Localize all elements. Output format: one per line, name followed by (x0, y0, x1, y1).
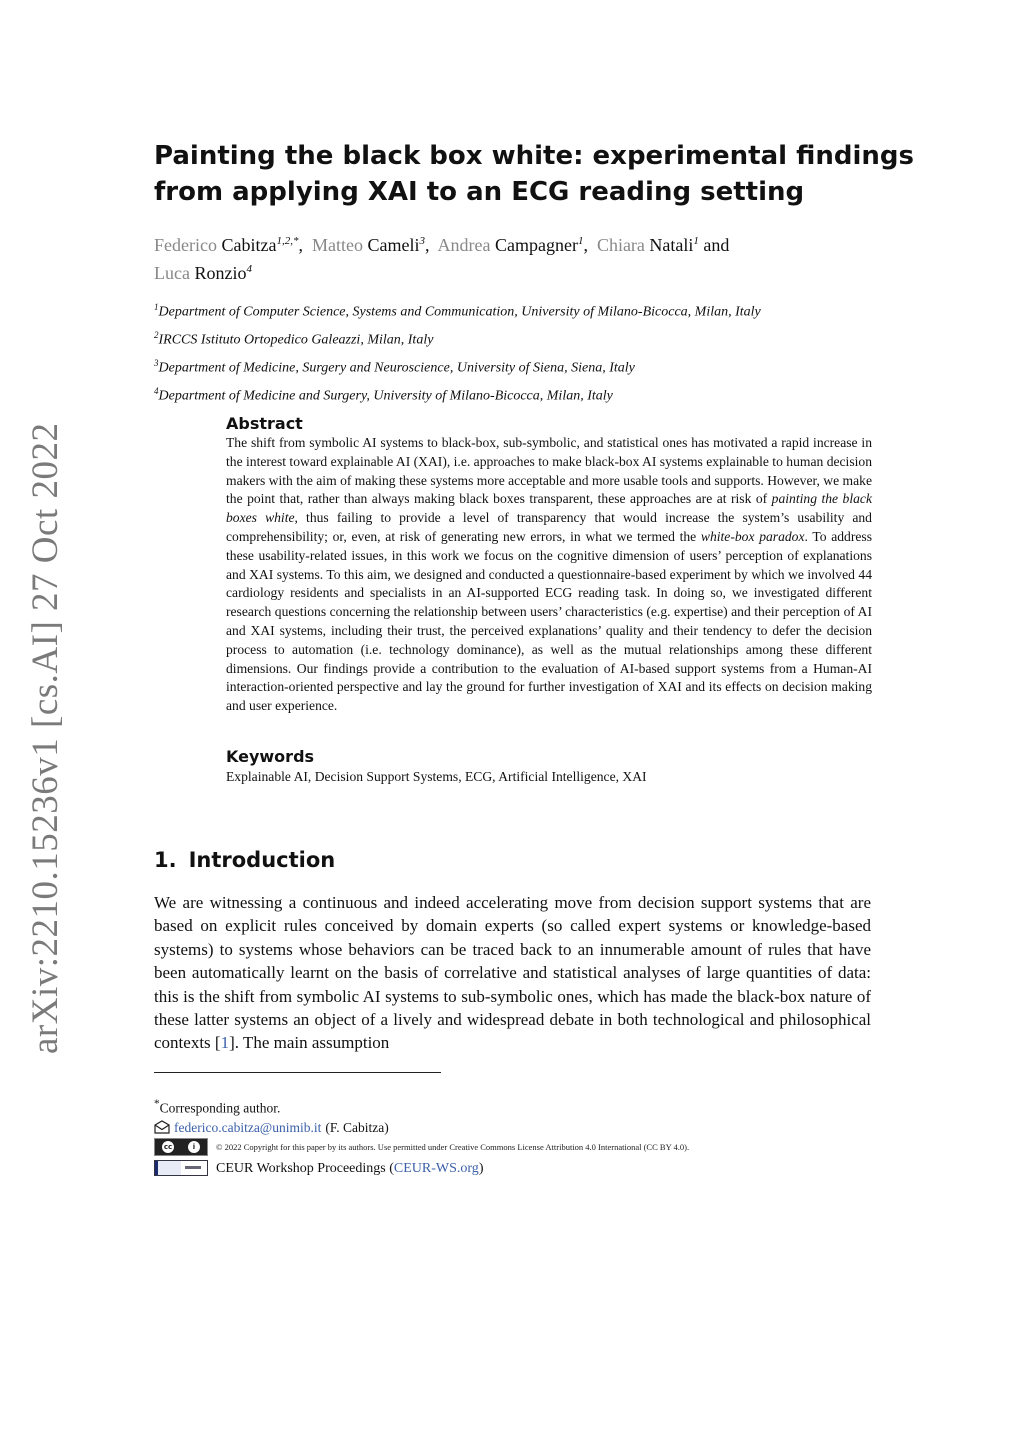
author: Luca Ronzio$^4$ (154, 263, 252, 283)
envelope-icon (154, 1120, 170, 1134)
corresponding-author-note: *Corresponding author. (154, 1098, 281, 1116)
keywords-section (226, 747, 872, 786)
footnotes (154, 1095, 874, 1178)
copyright-notice: © 2022 Copyright for this paper by its authors. Use permitted under Creative Commons License Attribution 4.0 International (CC BY 4.0). (216, 1141, 690, 1152)
affiliation: $^1$Department of Computer Science, Systems and Communication, University of Milano-Bicocca, Milan, Italy (154, 302, 761, 320)
author: Chiara Natali$^1$ (596, 235, 699, 255)
license-row (154, 1138, 874, 1157)
affiliation: $^4$Department of Medicine and Surgery, University of Milano-Bicocca, Milan, Italy (154, 386, 613, 405)
keywords-heading: Keywords (226, 747, 315, 766)
section-title: Introduction (188, 848, 336, 872)
arxiv-sidebar (24, 422, 68, 1054)
author: Matteo Cameli$^3$ (311, 235, 425, 255)
author: Federico Cabitza$^{1,2,*}$ (154, 235, 299, 255)
affiliation-list (154, 296, 874, 409)
author: Andrea Campagner$^1$ (437, 235, 584, 255)
cc-icon: cc (163, 1143, 173, 1151)
author-list: Federico Cabitza$^{1,2,*}$, Matteo Cameli$^3$, Andrea Campagner$^1$, Chiara Natali$^1$ and Luca Ronzio$^4$ (154, 235, 730, 283)
arxiv-identifier: arXiv:2210.15236v1 [cs.AI] 27 Oct 2022 (25, 422, 66, 1054)
cc-by-license-icon (154, 1138, 208, 1156)
email-row (154, 1118, 874, 1137)
ceur-proceedings: CEUR Workshop Proceedings (CEUR-WS.org) (216, 1160, 484, 1176)
attribution-icon: i (188, 1141, 200, 1153)
abstract-section (226, 414, 872, 716)
abstract-heading: Abstract (226, 414, 303, 433)
section-number: 1. (154, 848, 177, 872)
introduction-heading (154, 846, 347, 874)
abstract-body: The shift from symbolic AI systems to black-box, sub-symbolic, and statistical ones has motivated a rapid increase in the interest toward explainable AI (XAI), i.e. approaches to make black-box AI systems explainable to human decision makers with the aim of making these systems more acceptable and more usable tools and supports. However, we make the point that, rather than always making black boxes transparent, these approaches are at risk of painting the black boxes white, thus failing to provide a level of transparency that would increase the system’s usability and comprehensibility; or, even, at risk of generating new errors, in what we termed the white-box paradox. To address these usability-related issues, in this work we focus on the cognitive dimension of users’ perception of explanations and XAI systems. To this aim, we designed and conducted a questionnaire-based experiment by which we involved 44 cardiology residents and specialists in an AI-supported ECG reading task. In doing so, we investigated different research questions concerning the relationship between users’ characteristics (e.g. expertise) and their perception of AI and XAI systems, including their trust, the perceived explanations’ quality and their tendency to defer the decision process to automation (i.e. technology dominance), as well as the mutual relationships among these different dimensions. Our findings provide a contribution to the evaluation of AI-based support systems from a Human-AI interaction-oriented perspective and lay the ground for further investigation of XAI and its effects on decision making and user experience. (226, 435, 872, 714)
affiliation: $^3$Department of Medicine, Surgery and Neuroscience, University of Siena, Siena, Italy (154, 358, 635, 376)
ceur-link[interactable]: CEUR-WS.org (393, 1160, 479, 1176)
affiliation: $^2$IRCCS Istituto Ortopedico Galeazzi, Milan, Italy (154, 330, 434, 348)
citation-link[interactable]: 1 (220, 1033, 230, 1053)
keywords-list: Explainable AI, Decision Support Systems, ECG, Artificial Intelligence, XAI (226, 769, 647, 784)
introduction-body: We are witnessing a continuous and indeed accelerating move from decision support systems that are based on explicit rules conceived by domain experts (so called expert systems or knowledge-based systems) to systems whose behaviors can be traced back to an innumerable amount of rules that have been automatically learnt on the basis of correlative and statistical analyses of large quantities of data: this is the shift from symbolic AI systems to sub-symbolic ones, which has made the black-box nature of these latter systems an object of a lively and widespread debate in both technological and philosophical contexts [1]. The main assumption (154, 893, 871, 1053)
authors-conjunction: and (703, 235, 730, 255)
ceur-logo-icon (154, 1160, 208, 1176)
paper-title: Painting the black box white: experimental findings from applying XAI to an ECG reading setting (154, 141, 914, 207)
email-link[interactable]: federico.cabitza@unimib.it (174, 1119, 322, 1135)
ceur-row (154, 1159, 874, 1178)
email-owner: (F. Cabitza) (325, 1119, 389, 1135)
footnote-rule (154, 1072, 441, 1073)
